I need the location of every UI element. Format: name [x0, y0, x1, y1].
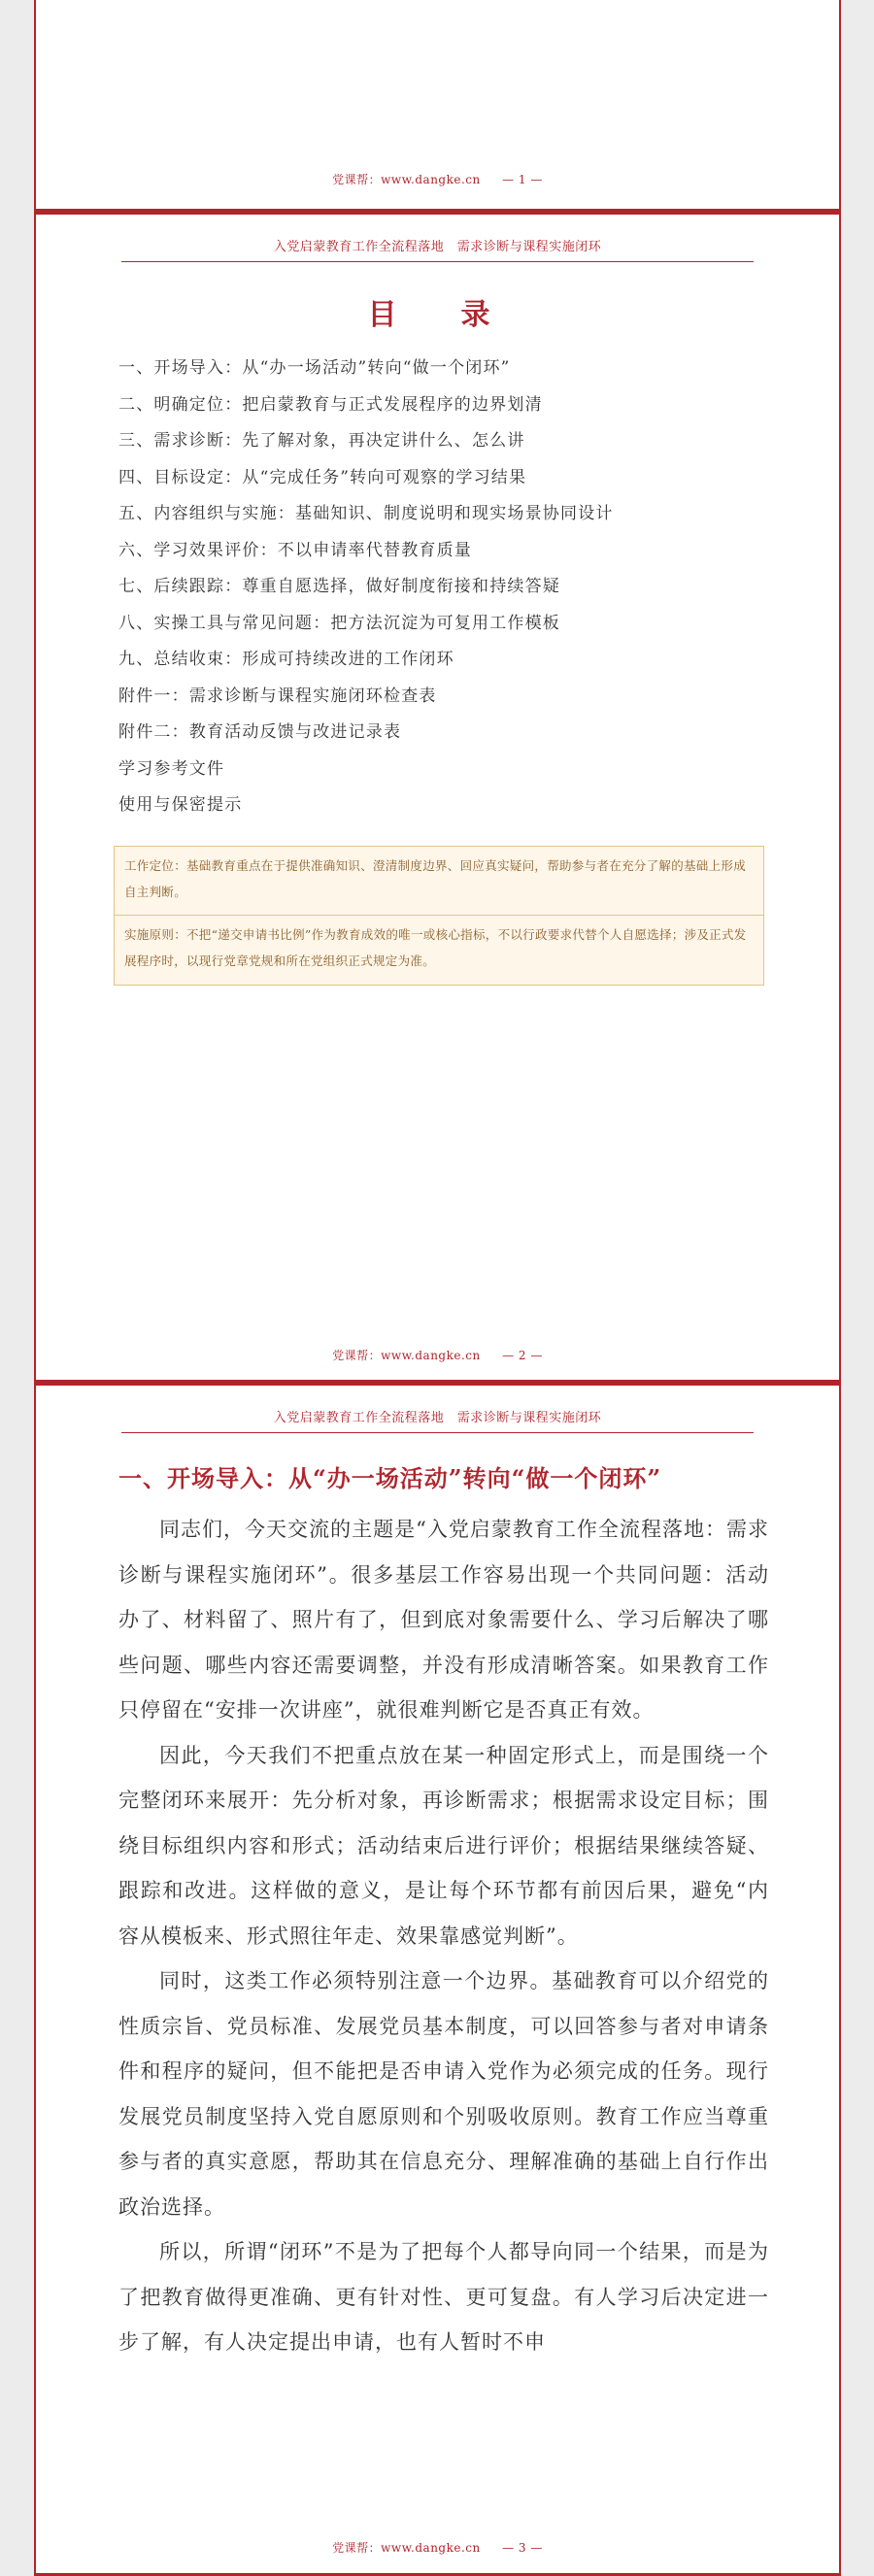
page-number: — 1 — [502, 173, 543, 186]
toc-item[interactable]: 三、需求诊断：先了解对象，再决定讲什么、怎么讲 [118, 431, 525, 451]
section-body [118, 1507, 769, 2365]
toc-item[interactable]: 附件二：教育活动反馈与改进记录表 [118, 722, 402, 742]
toc-item[interactable]: 二、明确定位：把启蒙教育与正式发展程序的边界划清 [118, 394, 543, 415]
toc-item[interactable]: 六、学习效果评价：不以申请率代替教育质量 [118, 540, 472, 560]
toc-item[interactable]: 四、目标设定：从“完成任务”转向可观察的学习结果 [118, 467, 527, 487]
page-footer [36, 171, 839, 187]
page-number: — 3 — [502, 2541, 543, 2555]
page-2-toc [34, 212, 841, 1383]
section-title: 一、开场导入：从“办一场活动”转向“做一个闭环” [118, 1464, 662, 1492]
footer-site: 党课帮：www.dangke.cn [332, 2541, 481, 2555]
toc-item[interactable]: 五、内容组织与实施：基础知识、制度说明和现实场景协同设计 [118, 504, 614, 523]
toc-item[interactable]: 使用与保密提示 [118, 795, 243, 815]
toc-item[interactable]: 附件一：需求诊断与课程实施闭环检查表 [118, 686, 437, 706]
toc-item[interactable]: 九、总结收束：形成可持续改进的工作闭环 [118, 650, 454, 669]
page-number: — 2 — [502, 1349, 543, 1362]
running-header: 入党启蒙教育工作全流程落地 需求诊断与课程实施闭环 [121, 238, 754, 262]
page-footer [36, 2539, 839, 2556]
page-3-section-1 [34, 1383, 841, 2576]
toc-item[interactable]: 学习参考文件 [118, 758, 225, 779]
body-paragraph: 所以，所谓“闭环”不是为了把每个人都导向同一个结果，而是为了把教育做得更准确、更有针对性、更可复盘。有人学习后决定进一步了解，有人决定提出申请，也有人暂时不申 [118, 2240, 769, 2354]
toc-title: 目 录 [367, 298, 508, 332]
page-1 [34, 0, 841, 212]
running-header: 入党启蒙教育工作全流程落地 需求诊断与课程实施闭环 [121, 1409, 754, 1433]
body-paragraph: 同志们，今天交流的主题是“入党启蒙教育工作全流程落地：需求诊断与课程实施闭环”。很多基层工作容易出现一个共同问题：活动办了、材料留了、照片有了，但到底对象需要什么、学习后解决了哪些问题、哪些内容还需要调整，并没有形成清晰答案。如果教育工作只停留在“安排一次讲座”，就很难判断它是否真正有效。 [118, 1518, 769, 1722]
toc-item[interactable]: 八、实操工具与常见问题：把方法沉淀为可复用工作模板 [118, 613, 560, 633]
toc-item[interactable]: 一、开场导入：从“办一场活动”转向“做一个闭环” [118, 358, 511, 378]
footer-site: 党课帮：www.dangke.cn [332, 1349, 481, 1362]
toc-item[interactable]: 七、后续跟踪：尊重自愿选择，做好制度衔接和持续答疑 [118, 577, 560, 596]
body-paragraph: 同时，这类工作必须特别注意一个边界。基础教育可以介绍党的性质宗旨、党员标准、发展党员基本制度，可以回答参与者对申请条件和程序的疑问，但不能把是否申请入党作为必须完成的任务。现行发展党员制度坚持入党自愿原则和个别吸收原则。教育工作应当尊重参与者的真实意愿，帮助其在信息充分、理解准确的基础上自行作出政治选择。 [118, 1969, 769, 2219]
footer-site: 党课帮：www.dangke.cn [332, 173, 481, 186]
note-work-positioning: 工作定位：基础教育重点在于提供准确知识、澄清制度边界、回应真实疑问，帮助参与者在充分了解的基础上形成自主判断。 [114, 846, 764, 916]
body-paragraph: 因此，今天我们不把重点放在某一种固定形式上，而是围绕一个完整闭环来展开：先分析对象，再诊断需求；根据需求设定目标；围绕目标组织内容和形式；活动结束后进行评价；根据结果继续答疑、跟踪和改进。这样做的意义，是让每个环节都有前因后果，避免“内容从模板来、形式照往年走、效果靠感觉判断”。 [118, 1743, 769, 1948]
page-footer [36, 1347, 839, 1363]
toc-list [118, 351, 614, 824]
note-implementation-principle: 实施原则：不把“递交申请书比例”作为教育成效的唯一或核心指标，不以行政要求代替个人自愿选择；涉及正式发展程序时，以现行党章党规和所在党组织正式规定为准。 [114, 916, 764, 986]
